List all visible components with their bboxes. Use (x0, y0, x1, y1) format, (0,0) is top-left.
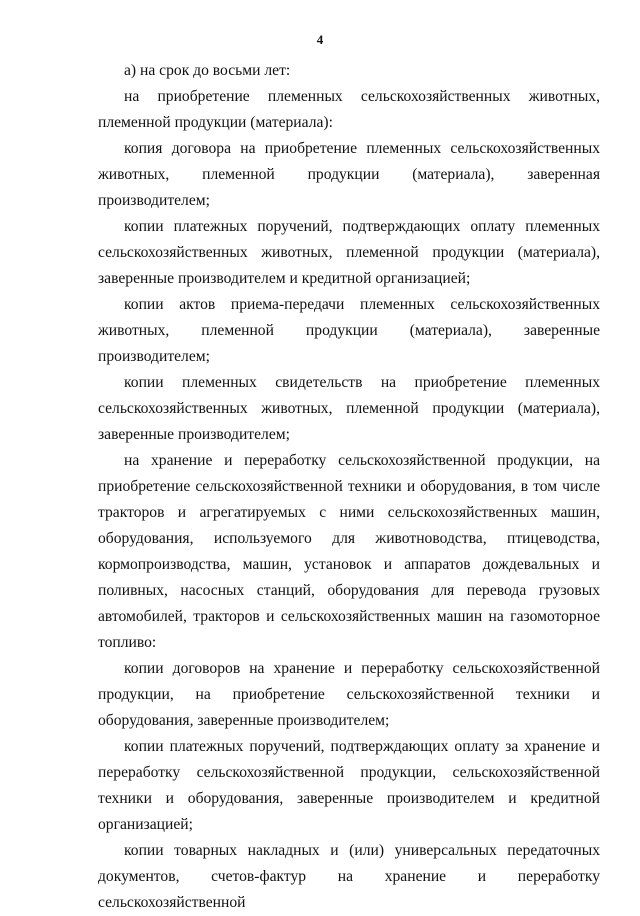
page-number: 4 (316, 32, 324, 47)
paragraph-breeding-certificates: копии племенных свидетельств на приобретение племенных сельскохозяйственных животных, племенной продукции (материала), заверенные производителем; (98, 374, 600, 443)
paragraph-acceptance-acts: копии актов приема-передачи племенных сельскохозяйственных животных, племенной продукции (материала), заверенные производителем; (98, 296, 600, 365)
paragraph-storage-payments: копии платежных поручений, подтверждающих оплату за хранение и переработку сельскохозяйственной продукции, сельскохозяйственной техники и оборудования, заверенные производителем и кредитной организацией; (98, 738, 600, 833)
paragraph-payment-orders: копии платежных поручений, подтверждающих оплату племенных сельскохозяйственных животных, племенной продукции (материала), заверенные производителем и кредитной организацией; (98, 218, 600, 287)
paragraph-breeding-purchase: на приобретение племенных сельскохозяйственных животных, племенной продукции (материала): (98, 88, 600, 131)
paragraph-term-eight-years: а) на срок до восьми лет: (124, 62, 291, 79)
paragraph-storage-processing: на хранение и переработку сельскохозяйственной продукции, на приобретение сельскохозяйственной техники и оборудования, в том числе тракторов и агрегатируемых с ними сельскохозяйственных машин, оборудования, используемого для животноводства, птицеводства, кормопроизводства, машин, установок и аппаратов дождевальных и поливных, насосных станций, оборудования для перевода грузовых автомобилей, тракторов и сельскохозяйственных машин на газомоторное топливо: (98, 452, 600, 651)
paragraph-invoices: копии товарных накладных и (или) универсальных передаточных документов, счетов-фактур на хранение и переработку сельскохозяйственной (98, 842, 600, 911)
document-body (98, 58, 600, 916)
paragraph-storage-contracts: копии договоров на хранение и переработку сельскохозяйственной продукции, на приобретение сельскохозяйственной техники и оборудования, заверенные производителем; (98, 660, 600, 729)
paragraph-contract-copy: копия договора на приобретение племенных сельскохозяйственных животных, племенной продукции (материала), заверенная производителем; (98, 140, 600, 209)
